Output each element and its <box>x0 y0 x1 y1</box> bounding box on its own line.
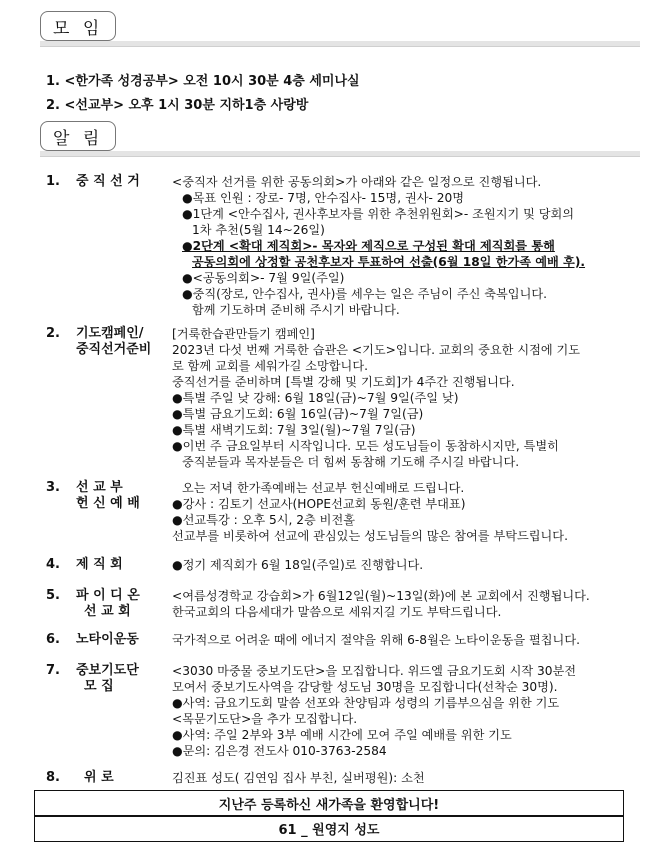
notice-body: <3030 마중물 중보기도단>을 모집합니다. 위드엘 금요기도회 시작 30분전 모여서 중보기도사역을 감당할 성도님 30명을 모집합니다(선착순 30명). ●사역: 금요기도회 말씀 선포와 찬양팀과 성령의 기름부으심을 위한 기도 <목문기도단>을 추가 모집합니다. ●사역: 주일 2부와 3부 예배 시간에 모여 주일 예배를 위한 기도 ●문의: 김은경 전도사 010-3763-2584 <box>172 664 577 758</box>
section-header-notice <box>40 120 116 152</box>
section-divider <box>40 151 640 157</box>
notice-number: 6. <box>46 632 60 647</box>
notice-number: 5. <box>46 588 60 603</box>
section-title: 알 림 <box>40 121 116 151</box>
notice-number: 8. <box>46 770 60 785</box>
notice-number: 1. <box>46 174 60 189</box>
notice-title: 파 이 디 온 선 교 회 <box>76 588 140 619</box>
notice-body: 국가적으로 어려운 때에 에너지 절약을 위해 6-8월은 노타이운동을 펼칩니다. <box>172 633 580 647</box>
notice-title: 중보기도단 모 집 <box>76 663 139 694</box>
gathering-item: 1. <한가족 성경공부> 오전 10시 30분 4층 세미나실 <box>46 74 360 89</box>
notice-title: 중 직 선 거 <box>76 174 140 189</box>
notice-body: ●정기 제직회가 6월 18일(주일)로 진행합니다. <box>172 558 424 572</box>
newcomer-banner <box>34 815 624 842</box>
notice-body: 오는 저녁 한가족예배는 선교부 헌신예배로 드립니다. ●강사 : 김토기 선교사(HOPE선교회 동원/훈련 부대표) ●선교특강 : 오후 5시, 2층 비전홀 선교부를 비롯하여 선교에 관심있는 성도님들의 많은 참여를 부탁드립니다. <box>172 481 568 543</box>
notice-title: 노타이운동 <box>76 632 139 647</box>
section-title: 모 임 <box>40 11 116 41</box>
notice-body: [거룩한습관만들기 캠페인] 2023년 다섯 번째 거룩한 습관은 <기도>입니다. 교회의 중요한 시점에 기도 로 함께 교회를 세워가길 소망합니다. 중직선거를 준비하며 [특별 강해 및 기도회]가 4주간 진행됩니다. ●특별 주일 낮 강해: 6월 18일(금)~7월 9일(주일 낮) ●특별 금요기도회: 6월 16일(금)~7월 7일(금) ●특별 새벽기도회: 7월 3일(월)~7월 7일(금) ●이번 주 금요일부터 시작입니다. 모든 성도님들이 동참하시지만, 특별히 중직분들과 목자분들은 더 힘써 동참해 기도해 주시길 바랍니다. <box>172 327 581 469</box>
notice-number: 4. <box>46 557 60 572</box>
notice-number: 7. <box>46 663 60 678</box>
newcomer-text: 61 _ 원영지 성도 <box>278 823 380 838</box>
notice-title: 기도캠페인/ 중직선거준비 <box>76 326 152 357</box>
notice-body: <여름성경학교 강습회>가 6월12일(월)~13일(화)에 본 교회에서 진행됩니다. 한국교회의 다음세대가 말씀으로 세워지길 기도 부탁드립니다. <box>172 589 590 619</box>
gathering-item: 2. <선교부> 오후 1시 30분 지하1층 사랑방 <box>46 98 309 113</box>
notice-title: 제 직 회 <box>76 557 123 572</box>
notice-number: 2. <box>46 326 60 341</box>
notice-title: 위 로 <box>84 770 114 785</box>
welcome-banner <box>34 790 624 817</box>
notice-body: 김진표 성도( 김연임 집사 부친, 실버평원): 소천 <box>172 771 425 785</box>
notice-number: 3. <box>46 480 60 495</box>
notice-title: 선 교 부 헌 신 예 배 <box>76 480 140 511</box>
section-divider <box>40 41 640 47</box>
notice-body: <중직자 선거를 위한 공동의회>가 아래와 같은 일정으로 진행됩니다. ●목표 인원 : 장로- 7명, 안수집사- 15명, 권사- 20명 ●1단계 <안수집사, 권사후보자를 위한 추천위원회>- 조원지기 및 당회의 1차 추천(5월 14~26일) ●2단계 <확대 제직회>- 목자와 제직으로 구성된 확대 제직회를 통해 공동의회에 상정할 공천후보자 투표하여 선출(6월 18일 한가족 예배 후). ●<공동의회>- 7월 9일(주일) ●중직(장로, 안수집사, 권사)를 세우는 일은 주님이 주신 축복입니다. 함께 기도하며 준비해 주시기 바랍니다. <box>172 175 586 317</box>
section-header-gathering <box>40 10 116 42</box>
welcome-text: 지난주 등록하신 새가족을 환영합니다! <box>218 798 440 813</box>
